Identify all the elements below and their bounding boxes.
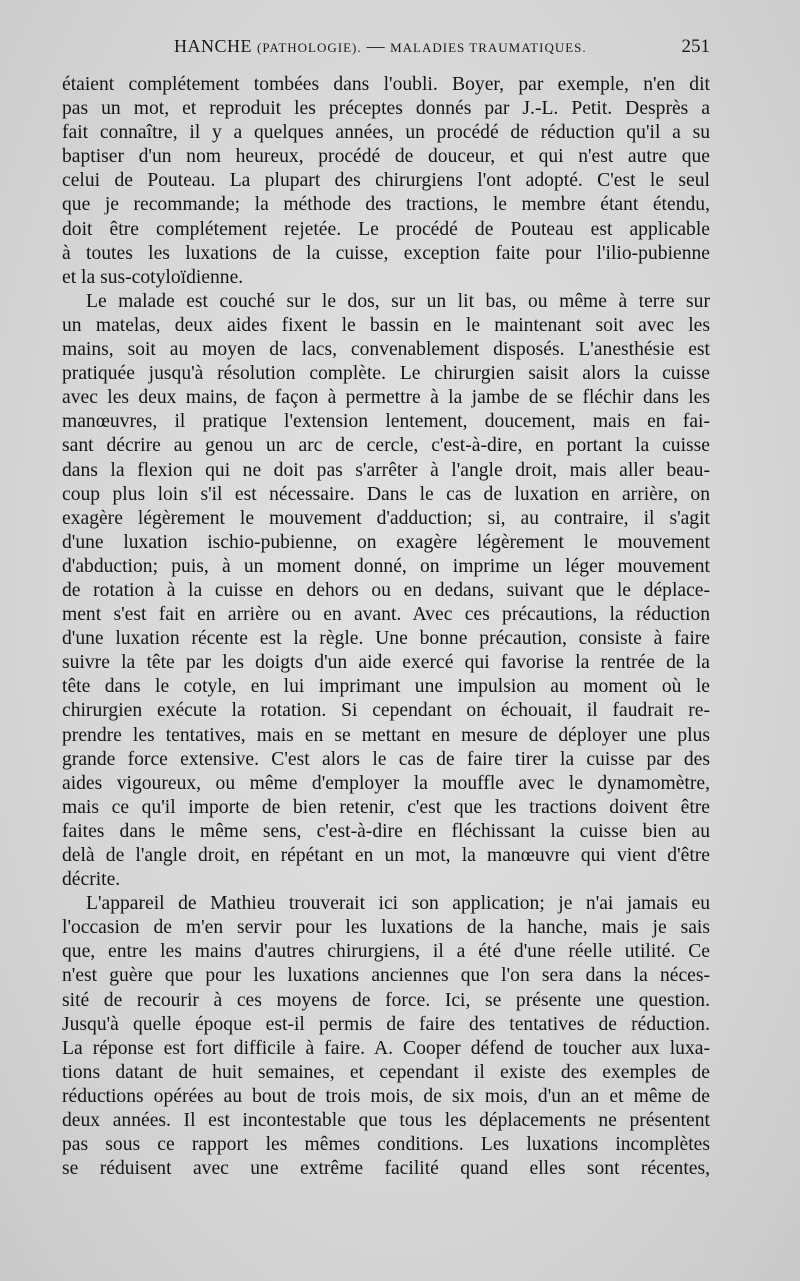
- paragraph-3: [62, 892, 710, 1181]
- header-title-sub: MALADIES TRAUMATIQUES.: [390, 40, 587, 55]
- text-line: et la sus-cotyloïdienne.: [62, 266, 244, 288]
- text-line: mais ce qu'il importe de bien retenir, c'est que les tractions doivent être: [62, 796, 710, 818]
- text-line: sant décrire au genou un arc de cercle, c'est-à-dire, en portant la cuisse: [62, 435, 710, 457]
- text-line: d'une luxation ischio-pubienne, on exagère légèrement le mouvement: [62, 531, 710, 553]
- text-line: mains, soit au moyen de lacs, convenablement disposés. L'anesthésie est: [62, 339, 710, 361]
- running-header: [62, 32, 710, 62]
- text-line: celui de Pouteau. La plupart des chirurgiens l'ont adopté. C'est le seul: [62, 170, 710, 192]
- text-line: L'appareil de Mathieu trouverait ici son application; je n'ai jamais eu: [86, 893, 710, 915]
- text-line: décrite.: [62, 869, 121, 891]
- running-title: [174, 36, 587, 57]
- text-line: fait connaître, il y a quelques années, un procédé de réduction qu'il a su: [62, 122, 710, 144]
- body-text: [62, 73, 710, 1181]
- text-line: Le malade est couché sur le dos, sur un lit bas, ou même à terre sur: [86, 290, 710, 312]
- text-line: réductions opérées au bout de trois mois, de six mois, d'un an et même de: [62, 1085, 710, 1107]
- text-line: avec les deux mains, de façon à permettre à la jambe de se fléchir dans les: [62, 387, 710, 409]
- text-line: chirurgien exécute la rotation. Si cependant on échouait, il faudrait re-: [62, 700, 710, 722]
- text-line: étaient complétement tombées dans l'oubli. Boyer, par exemple, n'en dit: [62, 74, 710, 95]
- text-line: dans la flexion qui ne doit pas s'arrêter à l'angle droit, mais aller beau-: [62, 459, 710, 481]
- text-line: sité de recourir à ces moyens de force. Ici, se présente une question.: [62, 989, 710, 1011]
- text-line: exagère légèrement le mouvement d'adduction; si, au contraire, il s'agit: [62, 507, 710, 529]
- text-line: suivre la tête par les doigts d'un aide exercé qui favorise la rentrée de la: [62, 652, 710, 674]
- text-line: Jusqu'à quelle époque est-il permis de faire des tentatives de réduction.: [62, 1013, 710, 1035]
- text-line: tions datant de huit semaines, et cependant il existe des exemples de: [62, 1061, 710, 1083]
- text-line: manœuvres, il pratique l'extension lentement, doucement, mais en fai-: [62, 411, 710, 433]
- text-line: pas un mot, et reproduit les préceptes donnés par J.-L. Petit. Desprès a: [62, 98, 710, 120]
- text-line: pratiquée jusqu'à résolution complète. Le chirurgien saisit alors la cuisse: [62, 363, 710, 385]
- text-line: que je recommande; la méthode des tractions, le membre étant étendu,: [62, 194, 710, 216]
- text-line: se réduisent avec une extrême facilité quand elles sont récentes,: [62, 1158, 710, 1180]
- header-title-main: HANCHE: [174, 36, 252, 56]
- header-title-section: (PATHOLOGIE).: [257, 40, 362, 55]
- text-line: grande force extensive. C'est alors le cas de faire tirer la cuisse par des: [62, 748, 710, 770]
- text-line: d'une luxation récente est la règle. Une bonne précaution, consiste à faire: [62, 628, 710, 650]
- text-line: prendre les tentatives, mais en se mettant en mesure de déployer une plus: [62, 724, 710, 746]
- paragraph-1: [62, 73, 710, 290]
- text-line: ment s'est fait en arrière ou en avant. Avec ces précautions, la réduction: [62, 604, 710, 626]
- text-line: delà de l'angle droit, en répétant en un mot, la manœuvre qui vient d'être: [62, 845, 710, 866]
- text-line: n'est guère que pour les luxations anciennes que l'on sera dans la néces-: [62, 965, 710, 987]
- text-line: baptiser d'un nom heureux, procédé de douceur, et qui n'est autre que: [62, 146, 710, 168]
- text-line: aides vigoureux, ou même d'employer la mouffle avec le dynamomètre,: [62, 772, 710, 794]
- text-line: l'occasion de m'en servir pour les luxations de la hanche, mais je sais: [62, 917, 710, 939]
- text-line: coup plus loin s'il est nécessaire. Dans le cas de luxation en arrière, on: [62, 483, 710, 505]
- text-line: faites dans le même sens, c'est-à-dire en fléchissant la cuisse bien au: [62, 820, 710, 842]
- text-line: un matelas, deux aides fixent le bassin en le maintenant soit avec les: [62, 314, 710, 336]
- text-line: pas sous ce rapport les mêmes conditions. Les luxations incomplètes: [62, 1134, 710, 1156]
- text-line: d'abduction; puis, à un moment donné, on imprime un léger mouvement: [62, 555, 710, 577]
- text-line: de rotation à la cuisse en dehors ou en dedans, suivant que le déplace-: [62, 579, 710, 601]
- page-number: 251: [681, 36, 710, 57]
- text-line: doit être complétement rejetée. Le procédé de Pouteau est applicable: [62, 218, 710, 240]
- text-line: deux années. Il est incontestable que tous les déplacements ne présentent: [62, 1110, 710, 1132]
- text-line: La réponse est fort difficile à faire. A. Cooper défend de toucher aux luxa-: [62, 1037, 710, 1059]
- paragraph-2: [62, 290, 710, 892]
- text-line: tête dans le cotyle, en lui imprimant une impulsion au moment où le: [62, 676, 710, 698]
- text-line: à toutes les luxations de la cuisse, exception faite pour l'ilio-pubienne: [62, 242, 710, 264]
- text-line: que, entre les mains d'autres chirurgiens, il a été d'une réelle utilité. Ce: [62, 941, 710, 963]
- header-dash: —: [366, 36, 386, 56]
